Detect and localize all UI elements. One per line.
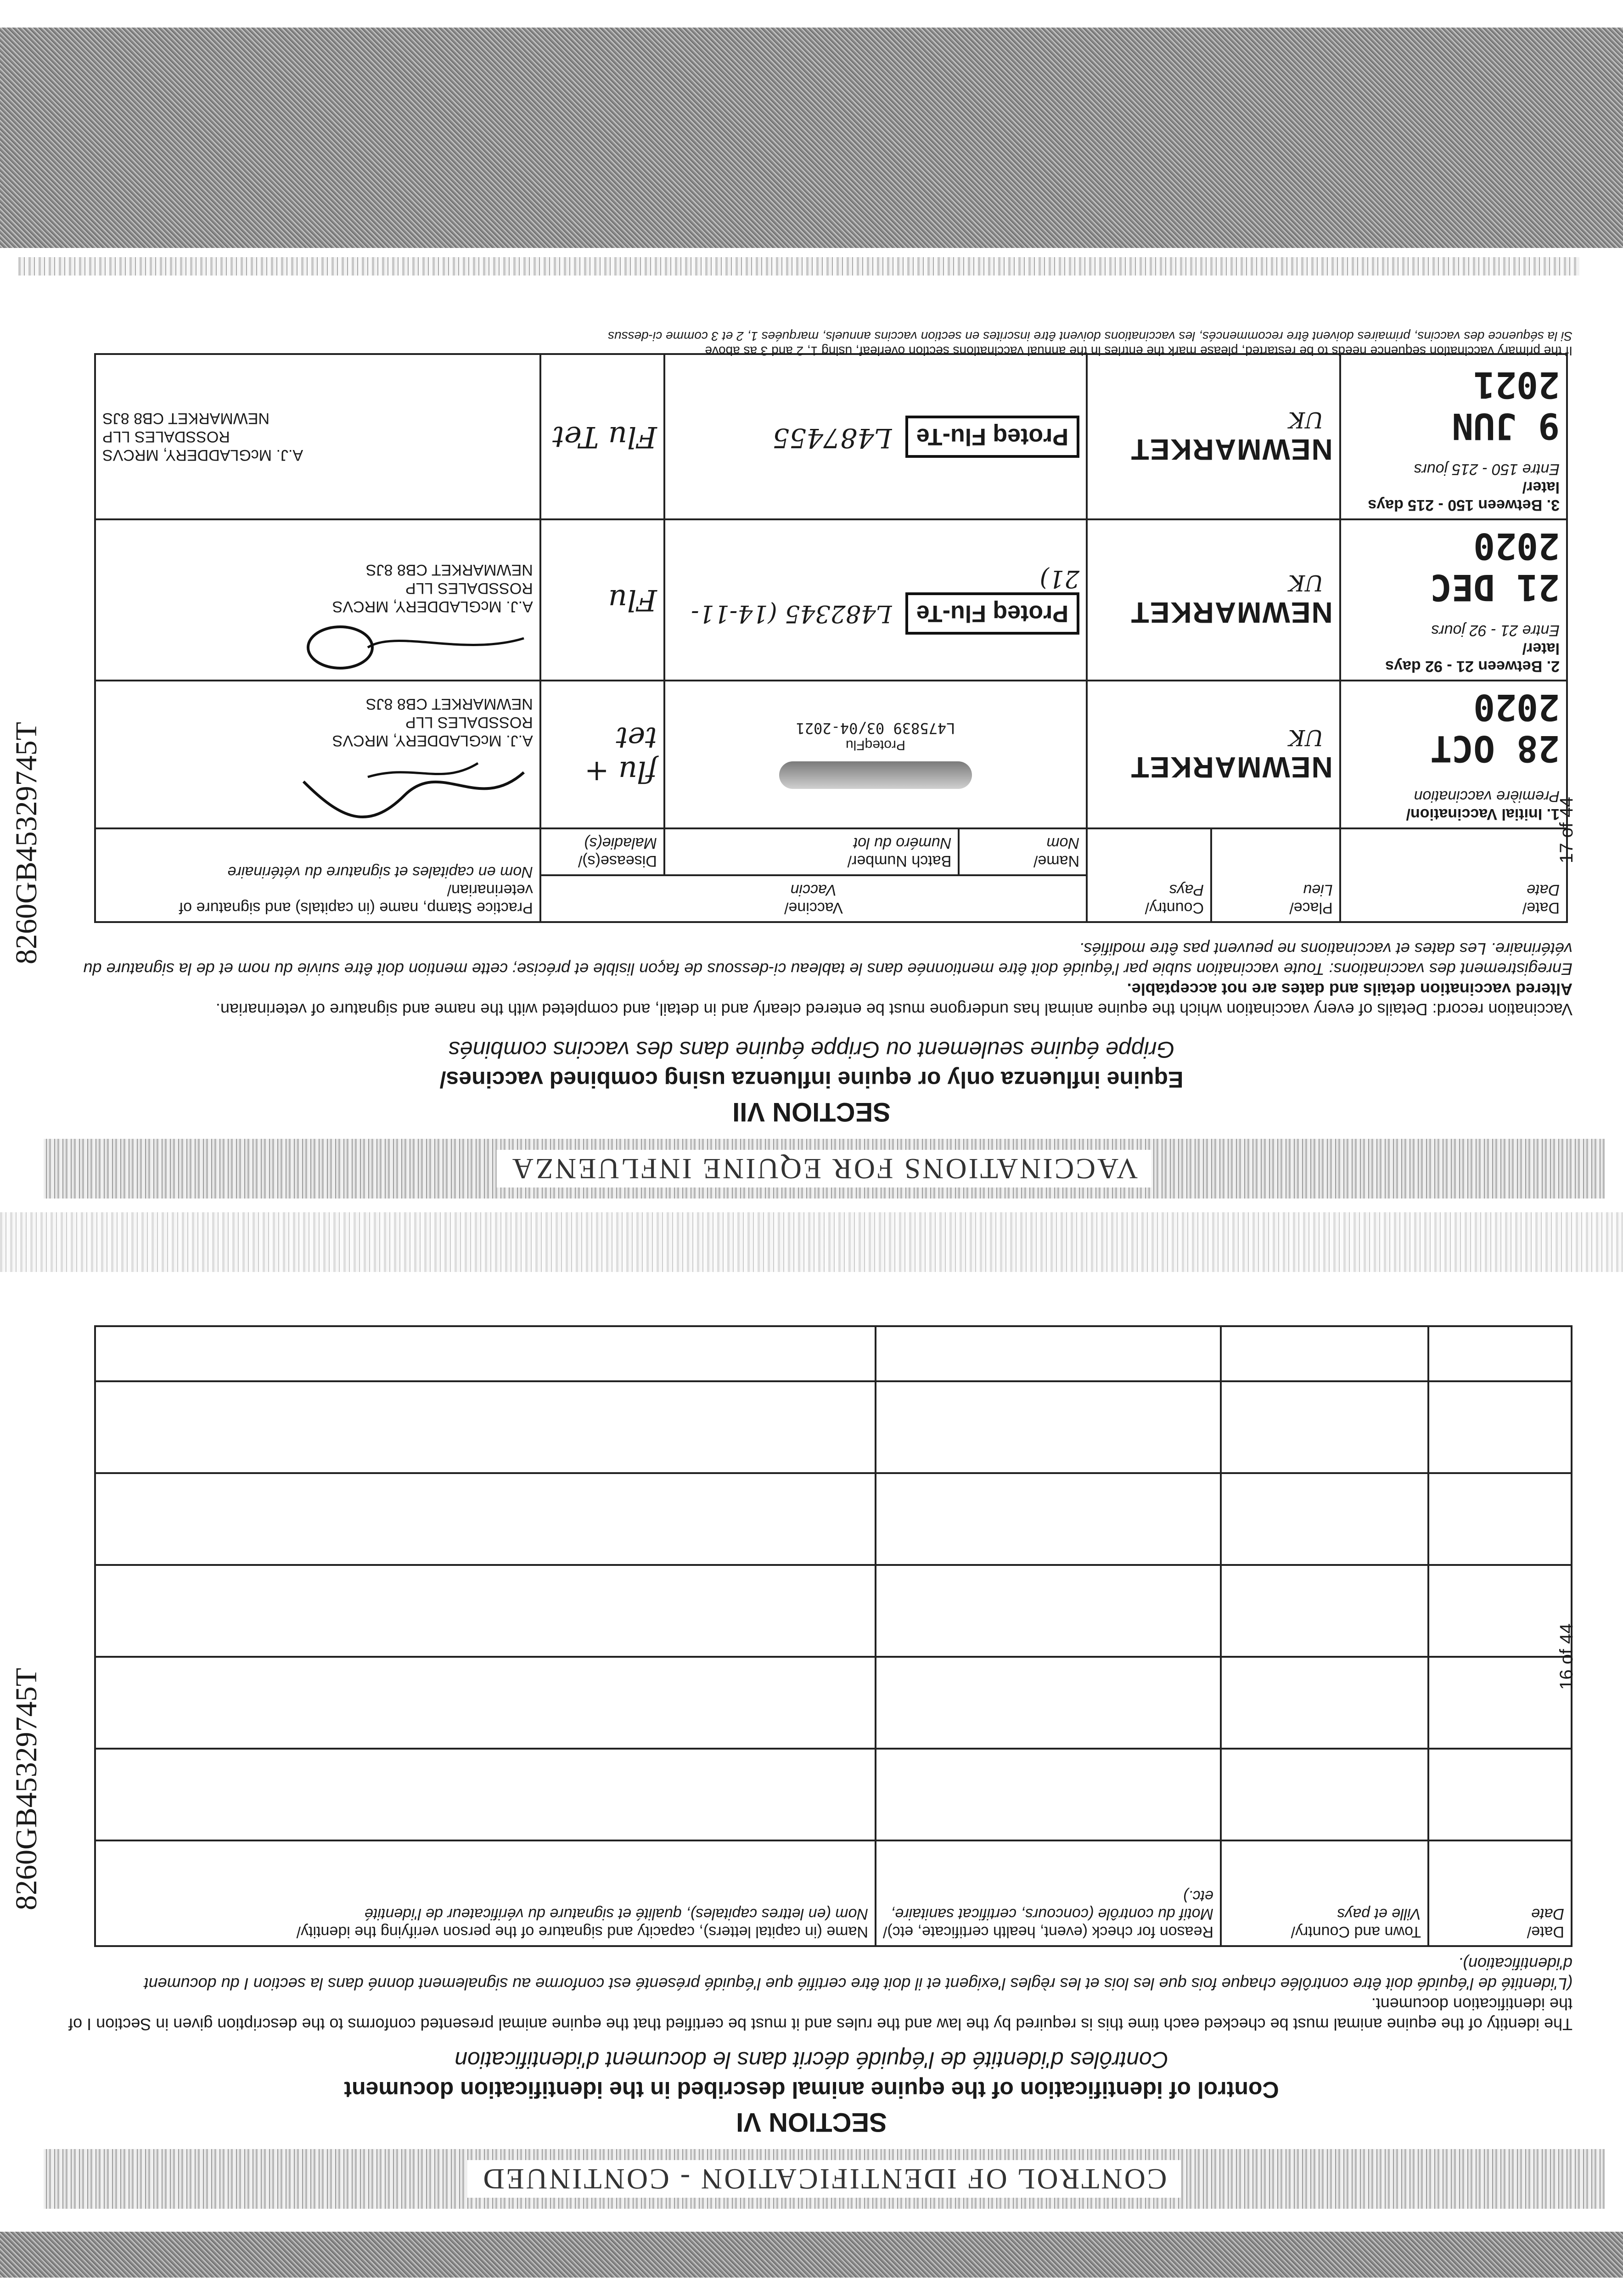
disease-handwritten: flu + tet [540, 681, 664, 828]
place-stamp: NEWMARKET [1130, 751, 1333, 784]
primary-footnote [57, 329, 1572, 358]
disease-handwritten: Flu Tet [540, 354, 664, 519]
col-date: Date/ Date [1428, 1840, 1572, 1946]
scan-border-top [0, 28, 1623, 248]
row-vaccine-cell [664, 681, 1087, 828]
table-row [95, 681, 1567, 828]
vet-practice: ROSSDALES LLP [405, 580, 533, 597]
date-stamp: 21 DEC 2020 [1430, 525, 1560, 608]
vet-stamp [95, 519, 540, 681]
date-stamp: 28 OCT 2020 [1430, 686, 1560, 769]
section-subtitle: Control of identification of the equine animal described in the identification document [344, 2077, 1279, 2103]
vaccination-table [94, 353, 1568, 923]
record-en: Vaccination record: Details of every vaccination which the equine animal has undergone must be entered clearly and in detail, and completed with the name and signature of veterinarian. [215, 1000, 1572, 1019]
row-date-cell: 2. Between 21 - 92 days later/ Entre 21 - 92 jours 21 DEC 2020 [1340, 519, 1567, 681]
vet-address: NEWMARKET CB8 8JS [102, 410, 270, 427]
country-handwritten: UK [1288, 570, 1324, 596]
vaccine-name-stamp: Proteq Flu-Te [905, 593, 1079, 635]
vet-stamp [95, 681, 540, 828]
identity-instructions [57, 1953, 1572, 2034]
vet-address: NEWMARKET CB8 8JS [365, 695, 533, 713]
col-vaccine-name: Name/ Nom [959, 828, 1087, 875]
col-place: Place/ Lieu [1211, 828, 1340, 922]
table-row [95, 1749, 1572, 1840]
record-altered: Altered vaccination details and dates are not acceptable. [1127, 980, 1572, 999]
row-date-cell: 1. Initial Vaccination/ Première vaccination 28 OCT 2020 [1340, 681, 1567, 828]
side-document-id: 8260GB45329745T [10, 1668, 43, 1910]
vet-practice: ROSSDALES LLP [102, 428, 230, 445]
vet-stamp [95, 354, 540, 519]
section-banner [44, 2149, 1605, 2209]
country-handwritten: UK [1288, 407, 1324, 433]
vet-name: A.J. McGLADDERY, MRCVS [332, 732, 533, 749]
body-fr: (L'identité de l'équidé doit être contrôlée chaque fois que les lois et les règles l'exigent et il doit être certifié que l'équidé présenté est conforme au signalement donné dans la section I du document d'identification). [144, 1954, 1572, 1993]
page-section-vii [0, 321, 1623, 1217]
col-town: Town and Country/ Ville et pays [1221, 1840, 1428, 1946]
banner-text: VACCINATIONS FOR EQUINE INFLUENZA [497, 1150, 1151, 1187]
batch-handwritten: L482345 (14-11-21) [691, 565, 1080, 628]
country-handwritten: UK [1288, 725, 1324, 750]
table-header-row [95, 875, 1567, 922]
table-row [95, 1565, 1572, 1657]
row-date-cell: 3. Between 150 - 215 days later/ Entre 150 - 215 jours 9 JUN 2021 [1340, 354, 1567, 519]
vet-name: A.J. McGLADDERY, MRCVS [102, 446, 303, 464]
banner-text: CONTROL OF IDENTIFICATION - CONTINUED [467, 2160, 1180, 2198]
col-batch: Batch Number/ Numéro du lot [664, 828, 959, 875]
col-country: Country/ Pays [1087, 828, 1211, 922]
page-number: 17 of 44 [1556, 797, 1577, 863]
side-document-id: 8260GB45329745T [10, 722, 43, 964]
scan-border-bottom [0, 2232, 1623, 2278]
vet-address: NEWMARKET CB8 8JS [365, 561, 533, 579]
record-instructions [57, 939, 1572, 1019]
record-fr: Enregistrement des vaccinations: Toute vaccination subie par l'équidé doit être mentionnée dans le tableau ci-dessous de façon lisible et précise; cette mention doit être suivie du nom et de la signature du vétérinaire. Les dates et vaccinations ne peuvent pas être modifiés. [83, 940, 1572, 979]
scan-noise-strip [18, 257, 1579, 276]
row-vaccine-cell [664, 519, 1087, 681]
body-en: The identity of the equine animal must be checked each time this is required by the law and the rules and it must be certified that the equine animal presented conforms to the description given in Section I of the identification document. [68, 1995, 1572, 2034]
table-row [95, 354, 1567, 519]
col-date: Date/ Date [1340, 828, 1567, 922]
row-vaccine-cell [664, 354, 1087, 519]
col-disease: Disease(s)/ Maladie(s) [540, 828, 664, 875]
vaccine-label-sticker [779, 762, 972, 789]
batch-number: L475839 03/04-2021 [796, 720, 955, 737]
place-stamp: NEWMARKET [1130, 596, 1333, 630]
section-banner [44, 1139, 1605, 1199]
vet-practice: ROSSDALES LLP [405, 714, 533, 731]
vaccine-name: ProteqFlu [845, 737, 905, 753]
table-row [95, 1381, 1572, 1473]
table-row [95, 1657, 1572, 1749]
page-section-vi [0, 1258, 1623, 2223]
row-place-cell [1087, 519, 1340, 681]
identity-check-table [94, 1325, 1572, 1947]
disease-handwritten: Flu [540, 519, 664, 681]
footnote-fr: Si la séquence des vaccins, primaires doivent être recommencés, les vaccinations doivent être inscrites en section vaccins annuels, marquées 1, 2 et 3 comme ci-dessus [608, 329, 1572, 343]
col-stamp: Practice Stamp, name (in capitals) and signature of veterinarian/ Nom en capitales et signature du vétérinaire [95, 828, 540, 922]
row-place-cell [1087, 354, 1340, 519]
batch-handwritten: L487455 [772, 422, 892, 454]
table-row [95, 1473, 1572, 1565]
signature-image [294, 620, 533, 675]
date-stamp: 9 JUN 2021 [1452, 364, 1560, 446]
table-row [95, 519, 1567, 681]
vaccine-name-stamp: Proteq Flu-Te [905, 416, 1079, 458]
vet-name: A.J. McGLADDERY, MRCVS [332, 598, 533, 615]
section-subtitle-fr: Grippe équine seulement ou Grippe équine dans des vaccins combinés [448, 1037, 1175, 1063]
section-subtitle: Equine influenza only or equine influenza using combined vaccines/ [439, 1067, 1184, 1092]
page-number: 16 of 44 [1556, 1623, 1577, 1690]
table-row [95, 1326, 1572, 1381]
signature-image [294, 754, 533, 823]
col-vaccine: Vaccine/ Vaccin [540, 875, 1087, 922]
col-name: Name (in capital letters), capacity and signature of the person verifying the identity/ Nom (en lettres capitales), qualité et signature du vérificateur de l'identité [95, 1840, 876, 1946]
row-place-cell [1087, 681, 1340, 828]
place-stamp: NEWMARKET [1130, 433, 1333, 466]
section-title: SECTION VII [732, 1097, 891, 1127]
section-title: SECTION VI [736, 2107, 887, 2137]
section-subtitle-fr: Contrôles d'identité de l'équidé décrit dans le document d'identification [455, 2047, 1168, 2073]
footnote-en: If the primary vaccination sequence needs to be restarted, please mark the entries in the annual vaccinations section overleaf, using 1, 2 and 3 as above [705, 344, 1572, 358]
col-reason: Reason for check (event, health certificate, etc)/ Motif du contrôle (concours, certificat sanitaire, etc.) [876, 1840, 1221, 1946]
table-header-row [95, 1840, 1572, 1946]
